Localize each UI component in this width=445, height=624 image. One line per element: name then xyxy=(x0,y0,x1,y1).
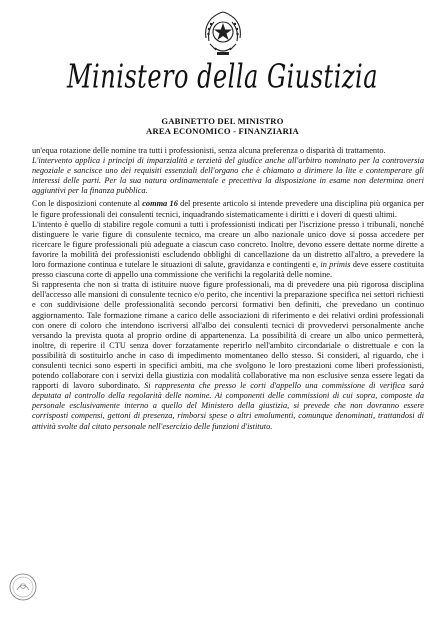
body-text xyxy=(32,146,424,432)
office-line-1: GABINETTO DEL MINISTRO xyxy=(161,116,284,126)
p3-comma-ref: comma 16 xyxy=(142,199,178,209)
paragraph-4 xyxy=(32,220,424,281)
ministry-name: Ministero della Giustizia xyxy=(66,58,379,96)
p4-text-b: deve essere costituita presso ciascuna corte di appello una commissione che verifichi la regolarità delle nomine. xyxy=(32,260,425,280)
p5-italic: Si rappresenta che presso le corti d'appello una commissione di verifica sarà deputata al controllo della regolarità delle nomine. Ai componenti delle commissioni di cui sopra, composte da personale esclusivamente interno a quello del Ministero della giustizia, si prevede che non dovranno essere corrisposti compensi, gettoni di presenza, rimborsi spese o altri emolumenti, comunque denominati, trattandosi di attività svolte dal citato personale nell'esercizio delle funzioni d'istituto. xyxy=(32,381,425,431)
paragraph-2: L'intervento applica i principi di imparzialità e terzietà del giudice anche all'arbitro nominato per la controversia negoziale e sancisce uno dei requisiti essenziali dell'organo che è chiamato a dirimere la lite e contemperare gli interessi delle parti. Per la sua natura ordinamentale e precettiva la disposizione in esame non determina oneri aggiuntivi per la finanza pubblica. xyxy=(32,156,424,196)
p3-text-b: del presente articolo si intende prevedere una disciplina più organica per le figure professionali dei consulenti tecnici, inquadrando sistematicamente i diritti e i doveri di questi ultimi. xyxy=(32,199,424,219)
office-line-2: AREA ECONOMICO - FINANZIARIA xyxy=(146,126,299,136)
p3-text-a: Con le disposizioni contenute al xyxy=(32,199,143,209)
p4-italic: in primis xyxy=(320,260,351,270)
paragraph-1: un'equa rotazione delle nomine tra tutti i professionisti, senza alcuna preferenza o disparità di trattamento. xyxy=(32,146,386,155)
italian-republic-emblem xyxy=(200,8,246,58)
p4-text-a: L'intento è quello di stabilire regole comuni a tutti i professionisti indicati per l'iscrizione presso i tribunali, nonché distinguere le varie figure di consulente tecnico, ma creare un albo nazionale unico dove si possa accedere per ricercare le figure professionali più adeguate a ciascun caso concreto. Inoltre, devono essere dettate norme dirette a favorire la mobilità dei professionisti escludendo obblighi di cancellazione da un distretto all'altro, a prevedere la loro formazione continua e tutelare le situazioni di salute, gravidanza e contingenti e, xyxy=(32,219,424,270)
paragraph-5 xyxy=(32,280,424,431)
seal-stamp-icon xyxy=(8,572,38,602)
p5-text-a: Si rappresenta che non si tratta di istituire nuove figure professionali, ma di prevedere una più rigorosa disciplina dell'accesso alle mansioni di consulente tecnico e/o perito, che incentivi la preparazione specifica nei settori richiesti e con suddivisione delle professionalità secondo percorsi formativi ben definiti, che prevedano un continuo aggiornamento. Tale formazione rimane a carico delle associazioni di riferimento e dei relativi ordini professionali con onere di coloro che intendono iscriversi all'albo dei consulenti tecnici di provvedervi personalmente anche versando la prevista quota al proprio ordine di appartenenza. La possibilità di creare un albo unico permetterà, inoltre, di reperire il CTU senza dover forzatamente reperirlo nell'ambito circondariale o distrettuale e con la possibilità di sostituirlo anche in caso di impedimento momentaneo dello stesso. Si consideri, al riguardo, che i consulenti tecnici sono esperti in specifici ambiti, ma che svolgono le loro prestazioni come liberi professionisti, potendo collaborare con i servizi della giustizia con modalità collaborative ma non esclusive senza essere legati da rapporti di lavoro subordinato. xyxy=(32,280,424,391)
paragraph-3 xyxy=(32,199,424,219)
